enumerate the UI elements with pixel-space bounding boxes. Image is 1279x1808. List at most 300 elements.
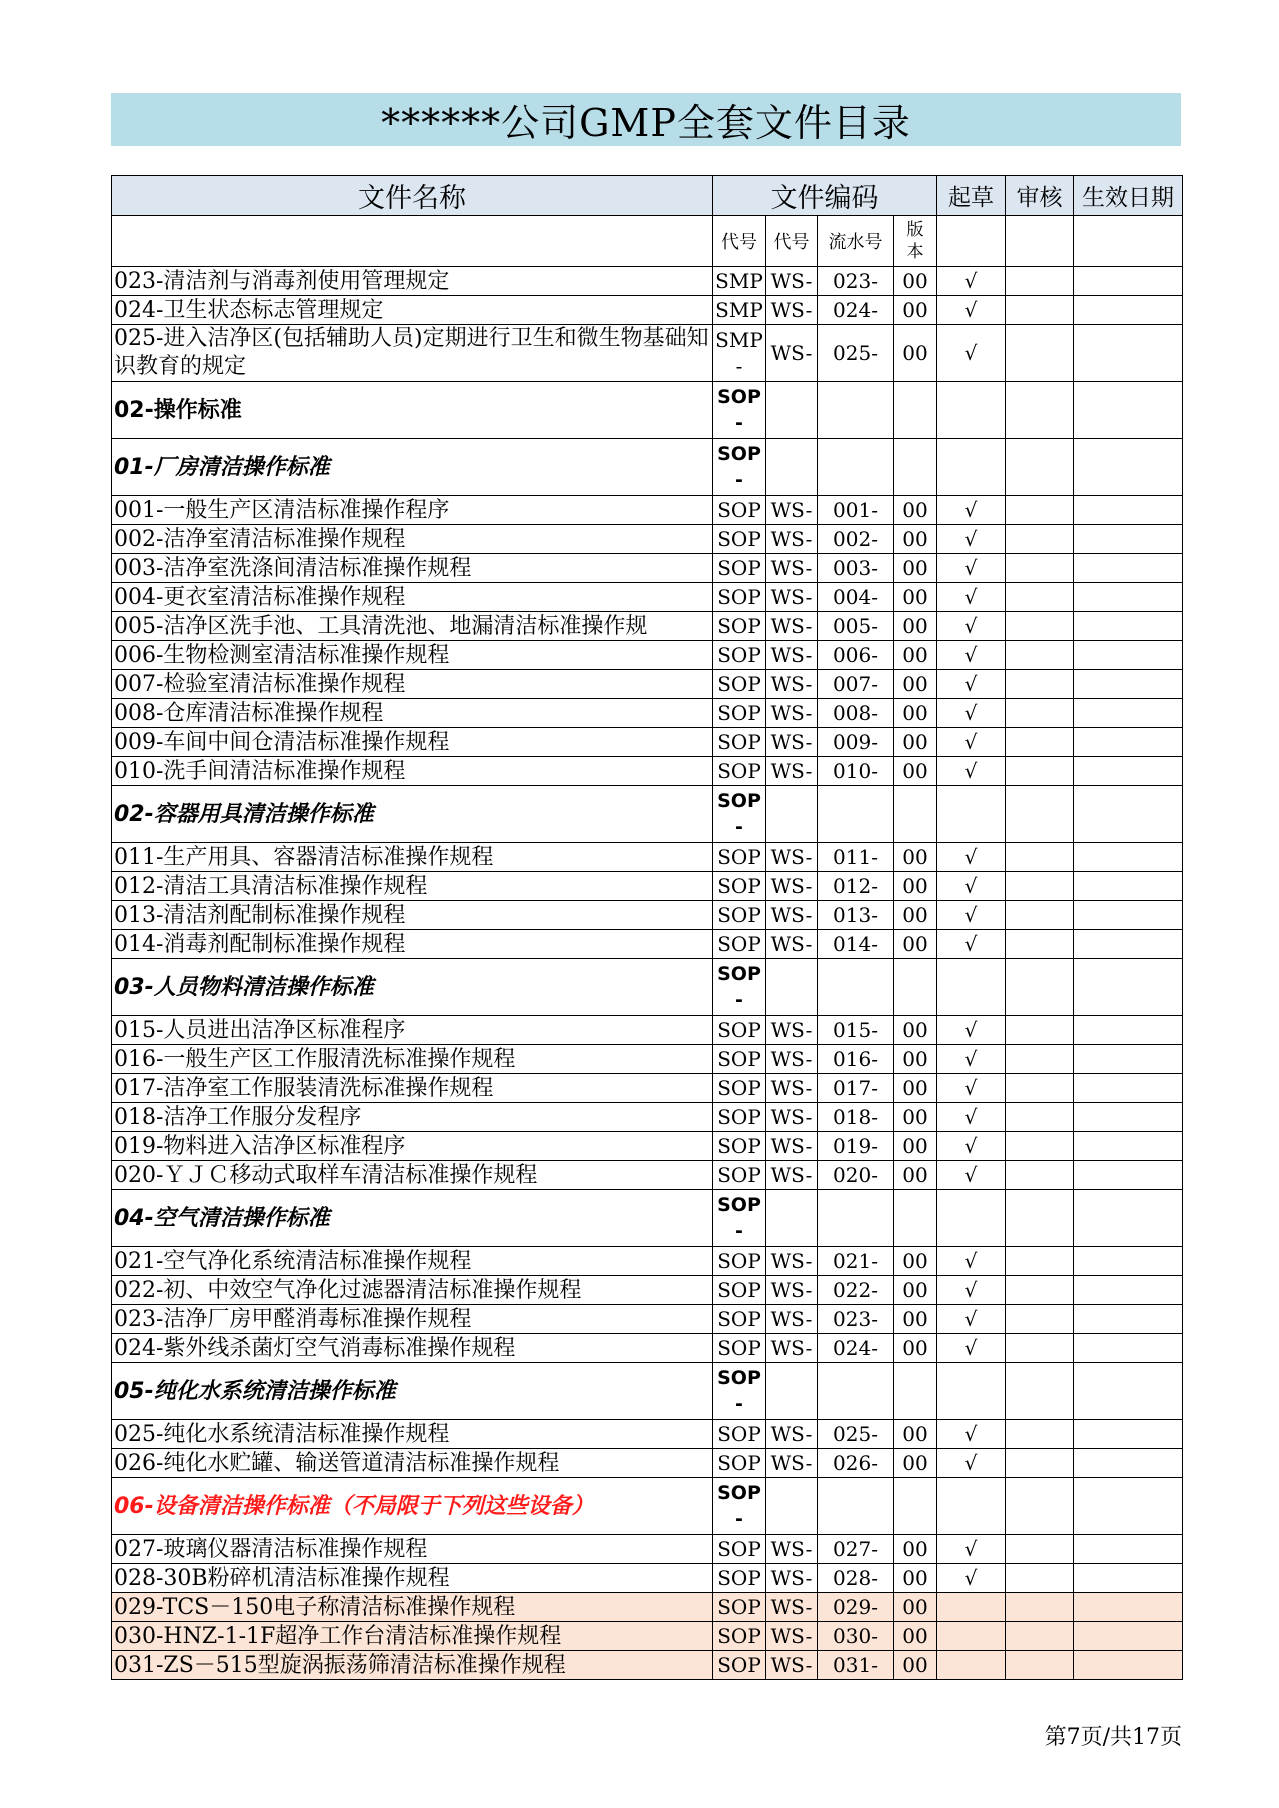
prefix-cell: WS- [766,1247,818,1276]
draft-cell: √ [937,670,1006,699]
serial-cell [818,1363,894,1420]
version-cell: 00 [894,583,937,612]
effective-date-cell [1074,872,1183,901]
prefix-cell: WS- [766,1132,818,1161]
code-cell: SOP [713,930,766,959]
review-cell [1006,1478,1074,1535]
serial-cell [818,959,894,1016]
file-name-cell: 026-纯化水贮罐、输送管道清洁标准操作规程 [112,1449,713,1478]
version-cell: 00 [894,1016,937,1045]
document-title: ******公司GMP全套文件目录 [111,93,1181,146]
code-cell: SOP [713,670,766,699]
draft-cell: √ [937,641,1006,670]
prefix-cell [766,1478,818,1535]
version-cell: 00 [894,1045,937,1074]
draft-cell [937,1622,1006,1651]
draft-cell: √ [937,1161,1006,1190]
serial-cell [818,786,894,843]
draft-cell: √ [937,699,1006,728]
serial-cell: 024- [818,1334,894,1363]
code-cell: SOP [713,1045,766,1074]
version-cell: 00 [894,1161,937,1190]
version-cell: 00 [894,1622,937,1651]
draft-cell: √ [937,525,1006,554]
effective-date-cell [1074,1074,1183,1103]
serial-cell: 004- [818,583,894,612]
version-cell [894,439,937,496]
serial-cell: 001- [818,496,894,525]
section-row [112,959,1183,1016]
subheader-serial: 流水号 [818,216,894,267]
serial-cell: 002- [818,525,894,554]
prefix-cell: WS- [766,583,818,612]
prefix-cell: WS- [766,1276,818,1305]
serial-cell: 015- [818,1016,894,1045]
serial-cell: 025- [818,1420,894,1449]
table-row [112,1103,1183,1132]
file-name-cell: 027-玻璃仪器清洁标准操作规程 [112,1535,713,1564]
serial-cell: 023- [818,267,894,296]
file-name-cell: 019-物料进入洁净区标准程序 [112,1132,713,1161]
prefix-cell: WS- [766,1420,818,1449]
prefix-cell: WS- [766,901,818,930]
file-name-cell: 031-ZS－515型旋涡振荡筛清洁标准操作规程 [112,1651,713,1680]
table-row [112,496,1183,525]
serial-cell: 024- [818,296,894,325]
table-row [112,670,1183,699]
prefix-cell: WS- [766,1074,818,1103]
effective-date-cell [1074,1564,1183,1593]
review-cell [1006,612,1074,641]
code-cell: SOP [713,1593,766,1622]
effective-date-cell [1074,901,1183,930]
table-row [112,1449,1183,1478]
file-name-cell: 002-洁净室清洁标准操作规程 [112,525,713,554]
prefix-cell [766,959,818,1016]
effective-date-cell [1074,728,1183,757]
prefix-cell: WS- [766,325,818,382]
prefix-cell: WS- [766,728,818,757]
draft-cell: √ [937,1305,1006,1334]
review-cell [1006,901,1074,930]
code-cell: SOP [713,554,766,583]
serial-cell: 030- [818,1622,894,1651]
code-cell: SOP [713,1334,766,1363]
draft-cell [937,1478,1006,1535]
version-cell: 00 [894,1276,937,1305]
effective-date-cell [1074,1478,1183,1535]
code-cell: SOP [713,1103,766,1132]
code-cell: SOP [713,1074,766,1103]
section-row [112,382,1183,439]
version-cell: 00 [894,1593,937,1622]
effective-date-cell [1074,554,1183,583]
code-cell: SOP - [713,1190,766,1247]
draft-cell [937,1363,1006,1420]
code-cell: SOP [713,641,766,670]
table-row [112,1016,1183,1045]
file-name-cell: 04-空气清洁操作标准 [112,1190,713,1247]
version-cell: 00 [894,296,937,325]
serial-cell: 017- [818,1074,894,1103]
effective-date-cell [1074,1276,1183,1305]
serial-cell [818,439,894,496]
code-cell: SOP [713,1535,766,1564]
code-cell: SOP [713,1016,766,1045]
version-cell: 00 [894,1103,937,1132]
subheader-draft-blank [937,216,1006,267]
prefix-cell: WS- [766,1045,818,1074]
serial-cell: 026- [818,1449,894,1478]
effective-date-cell [1074,670,1183,699]
effective-date-cell [1074,1045,1183,1074]
review-cell [1006,1247,1074,1276]
effective-date-cell [1074,843,1183,872]
effective-date-cell [1074,583,1183,612]
version-cell [894,786,937,843]
serial-cell: 021- [818,1247,894,1276]
effective-date-cell [1074,757,1183,786]
review-cell [1006,1334,1074,1363]
version-cell: 00 [894,872,937,901]
prefix-cell: WS- [766,930,818,959]
review-cell [1006,728,1074,757]
effective-date-cell [1074,930,1183,959]
draft-cell: √ [937,583,1006,612]
version-cell: 00 [894,612,937,641]
table-row [112,1593,1183,1622]
draft-cell: √ [937,1132,1006,1161]
table-row [112,1247,1183,1276]
serial-cell: 018- [818,1103,894,1132]
table-row [112,612,1183,641]
effective-date-cell [1074,1593,1183,1622]
table-row [112,930,1183,959]
version-cell: 00 [894,267,937,296]
code-cell: SOP [713,612,766,641]
draft-cell: √ [937,1449,1006,1478]
version-cell: 00 [894,670,937,699]
draft-cell [937,1190,1006,1247]
serial-cell: 023- [818,1305,894,1334]
prefix-cell: WS- [766,1103,818,1132]
table-row [112,525,1183,554]
effective-date-cell [1074,1161,1183,1190]
version-cell [894,1478,937,1535]
code-cell: SOP [713,1305,766,1334]
file-name-cell: 022-初、中效空气净化过滤器清洁标准操作规程 [112,1276,713,1305]
draft-cell: √ [937,872,1006,901]
subheader-blank [112,216,713,267]
prefix-cell: WS- [766,1535,818,1564]
version-cell: 00 [894,525,937,554]
effective-date-cell [1074,1622,1183,1651]
section-row [112,1478,1183,1535]
prefix-cell: WS- [766,496,818,525]
version-cell: 00 [894,901,937,930]
effective-date-cell [1074,1535,1183,1564]
effective-date-cell [1074,1247,1183,1276]
prefix-cell: WS- [766,872,818,901]
version-cell [894,959,937,1016]
version-cell: 00 [894,496,937,525]
draft-cell: √ [937,1074,1006,1103]
prefix-cell [766,786,818,843]
code-cell: SMP [713,296,766,325]
prefix-cell: WS- [766,612,818,641]
file-name-cell: 009-车间中间仓清洁标准操作规程 [112,728,713,757]
prefix-cell: WS- [766,1161,818,1190]
effective-date-cell [1074,641,1183,670]
subheader-row [112,216,1183,267]
table-row [112,1535,1183,1564]
prefix-cell: WS- [766,1449,818,1478]
draft-cell: √ [937,843,1006,872]
draft-cell: √ [937,1420,1006,1449]
version-cell: 00 [894,1420,937,1449]
effective-date-cell [1074,382,1183,439]
version-cell: 00 [894,641,937,670]
table-row [112,554,1183,583]
effective-date-cell [1074,1103,1183,1132]
effective-date-cell [1074,267,1183,296]
file-name-cell: 015-人员进出洁净区标准程序 [112,1016,713,1045]
code-cell: SOP [713,872,766,901]
review-cell [1006,930,1074,959]
file-catalog-table [111,175,1183,1680]
review-cell [1006,1449,1074,1478]
serial-cell: 007- [818,670,894,699]
prefix-cell: WS- [766,699,818,728]
effective-date-cell [1074,325,1183,382]
serial-cell: 016- [818,1045,894,1074]
code-cell: SMP [713,267,766,296]
file-name-cell: 005-洁净区洗手池、工具清洗池、地漏清洁标准操作规 [112,612,713,641]
subheader-code1: 代号 [713,216,766,267]
review-cell [1006,1593,1074,1622]
table-row [112,267,1183,296]
table-row [112,757,1183,786]
effective-date-cell [1074,1651,1183,1680]
draft-cell [937,382,1006,439]
prefix-cell: WS- [766,1305,818,1334]
code-cell: SOP - [713,786,766,843]
draft-cell: √ [937,267,1006,296]
code-cell: SOP [713,699,766,728]
file-name-cell: 03-人员物料清洁操作标准 [112,959,713,1016]
file-name-cell: 021-空气净化系统清洁标准操作规程 [112,1247,713,1276]
review-cell [1006,296,1074,325]
table-row [112,1622,1183,1651]
version-cell: 00 [894,930,937,959]
prefix-cell: WS- [766,757,818,786]
file-name-cell: 024-紫外线杀菌灯空气消毒标准操作规程 [112,1334,713,1363]
draft-cell: √ [937,1564,1006,1593]
serial-cell: 025- [818,325,894,382]
version-cell: 00 [894,757,937,786]
code-cell: SOP [713,1161,766,1190]
review-cell [1006,786,1074,843]
serial-cell: 028- [818,1564,894,1593]
serial-cell: 022- [818,1276,894,1305]
review-cell [1006,525,1074,554]
draft-cell: √ [937,901,1006,930]
file-name-cell: 01-厂房清洁操作标准 [112,439,713,496]
effective-date-cell [1074,439,1183,496]
prefix-cell: WS- [766,1564,818,1593]
review-cell [1006,1276,1074,1305]
table-row [112,1161,1183,1190]
code-cell: SOP [713,1276,766,1305]
version-cell: 00 [894,843,937,872]
file-name-cell: 013-清洁剂配制标准操作规程 [112,901,713,930]
code-cell: SOP - [713,1478,766,1535]
serial-cell: 006- [818,641,894,670]
header-effective-date: 生效日期 [1074,176,1183,216]
file-name-cell: 025-进入洁净区(包括辅助人员)定期进行卫生和微生物基础知识教育的规定 [112,325,713,382]
table-row [112,1045,1183,1074]
draft-cell: √ [937,1334,1006,1363]
prefix-cell [766,439,818,496]
file-name-cell: 008-仓库清洁标准操作规程 [112,699,713,728]
draft-cell [937,439,1006,496]
code-cell: SOP - [713,382,766,439]
review-cell [1006,1420,1074,1449]
prefix-cell: WS- [766,1334,818,1363]
effective-date-cell [1074,525,1183,554]
code-cell: SOP [713,583,766,612]
review-cell [1006,382,1074,439]
review-cell [1006,872,1074,901]
version-cell: 00 [894,1651,937,1680]
draft-cell [937,959,1006,1016]
prefix-cell: WS- [766,843,818,872]
file-name-cell: 007-检验室清洁标准操作规程 [112,670,713,699]
code-cell: SOP [713,496,766,525]
prefix-cell: WS- [766,525,818,554]
file-name-cell: 028-30B粉碎机清洁标准操作规程 [112,1564,713,1593]
prefix-cell: WS- [766,1016,818,1045]
effective-date-cell [1074,296,1183,325]
draft-cell: √ [937,757,1006,786]
file-name-cell: 012-清洁工具清洁标准操作规程 [112,872,713,901]
file-name-cell: 016-一般生产区工作服清洗标准操作规程 [112,1045,713,1074]
file-name-cell: 014-消毒剂配制标准操作规程 [112,930,713,959]
subheader-date-blank [1074,216,1183,267]
table-row [112,1276,1183,1305]
code-cell: SOP - [713,959,766,1016]
draft-cell: √ [937,1016,1006,1045]
review-cell [1006,1363,1074,1420]
file-name-cell: 018-洁净工作服分发程序 [112,1103,713,1132]
version-cell: 00 [894,728,937,757]
table-row [112,1305,1183,1334]
prefix-cell: WS- [766,1651,818,1680]
file-name-cell: 029-TCS－150电子称清洁标准操作规程 [112,1593,713,1622]
serial-cell [818,382,894,439]
table-row [112,641,1183,670]
review-cell [1006,439,1074,496]
version-cell: 00 [894,554,937,583]
serial-cell: 003- [818,554,894,583]
code-cell: SOP [713,1420,766,1449]
prefix-cell: WS- [766,267,818,296]
serial-cell: 012- [818,872,894,901]
version-cell: 00 [894,1305,937,1334]
subheader-code2: 代号 [766,216,818,267]
file-name-cell: 004-更衣室清洁标准操作规程 [112,583,713,612]
serial-cell: 005- [818,612,894,641]
review-cell [1006,1074,1074,1103]
code-cell: SOP [713,1651,766,1680]
draft-cell: √ [937,554,1006,583]
review-cell [1006,1190,1074,1247]
version-cell: 00 [894,1247,937,1276]
header-file-name: 文件名称 [112,176,713,216]
review-cell [1006,554,1074,583]
file-name-cell: 02-操作标准 [112,382,713,439]
review-cell [1006,1622,1074,1651]
table-row [112,583,1183,612]
header-review: 审核 [1006,176,1074,216]
table-row [112,728,1183,757]
effective-date-cell [1074,1305,1183,1334]
file-name-cell: 023-洁净厂房甲醛消毒标准操作规程 [112,1305,713,1334]
version-cell: 00 [894,699,937,728]
file-name-cell: 023-清洁剂与消毒剂使用管理规定 [112,267,713,296]
draft-cell [937,786,1006,843]
effective-date-cell [1074,1016,1183,1045]
prefix-cell [766,1363,818,1420]
table-row [112,843,1183,872]
table-row [112,872,1183,901]
serial-cell: 031- [818,1651,894,1680]
prefix-cell: WS- [766,296,818,325]
effective-date-cell [1074,612,1183,641]
draft-cell: √ [937,1276,1006,1305]
review-cell [1006,496,1074,525]
prefix-cell: WS- [766,641,818,670]
header-file-code: 文件编码 [713,176,937,216]
version-cell: 00 [894,1535,937,1564]
serial-cell: 011- [818,843,894,872]
effective-date-cell [1074,1190,1183,1247]
serial-cell: 013- [818,901,894,930]
version-cell [894,382,937,439]
review-cell [1006,1016,1074,1045]
review-cell [1006,670,1074,699]
file-name-cell: 003-洁净室洗涤间清洁标准操作规程 [112,554,713,583]
code-cell: SOP [713,757,766,786]
review-cell [1006,1103,1074,1132]
file-name-cell: 05-纯化水系统清洁操作标准 [112,1363,713,1420]
draft-cell [937,1651,1006,1680]
review-cell [1006,1045,1074,1074]
draft-cell: √ [937,1535,1006,1564]
draft-cell: √ [937,1247,1006,1276]
file-name-cell: 02-容器用具清洁操作标准 [112,786,713,843]
prefix-cell [766,382,818,439]
review-cell [1006,1132,1074,1161]
version-cell: 00 [894,1334,937,1363]
file-name-cell: 020-ＹＪＣ移动式取样车清洁标准操作规程 [112,1161,713,1190]
code-cell: SOP [713,1622,766,1651]
effective-date-cell [1074,699,1183,728]
file-name-cell: 001-一般生产区清洁标准操作程序 [112,496,713,525]
code-cell: SOP - [713,1363,766,1420]
table-row [112,325,1183,382]
file-name-cell: 06-设备清洁操作标准（不局限于下列这些设备） [112,1478,713,1535]
